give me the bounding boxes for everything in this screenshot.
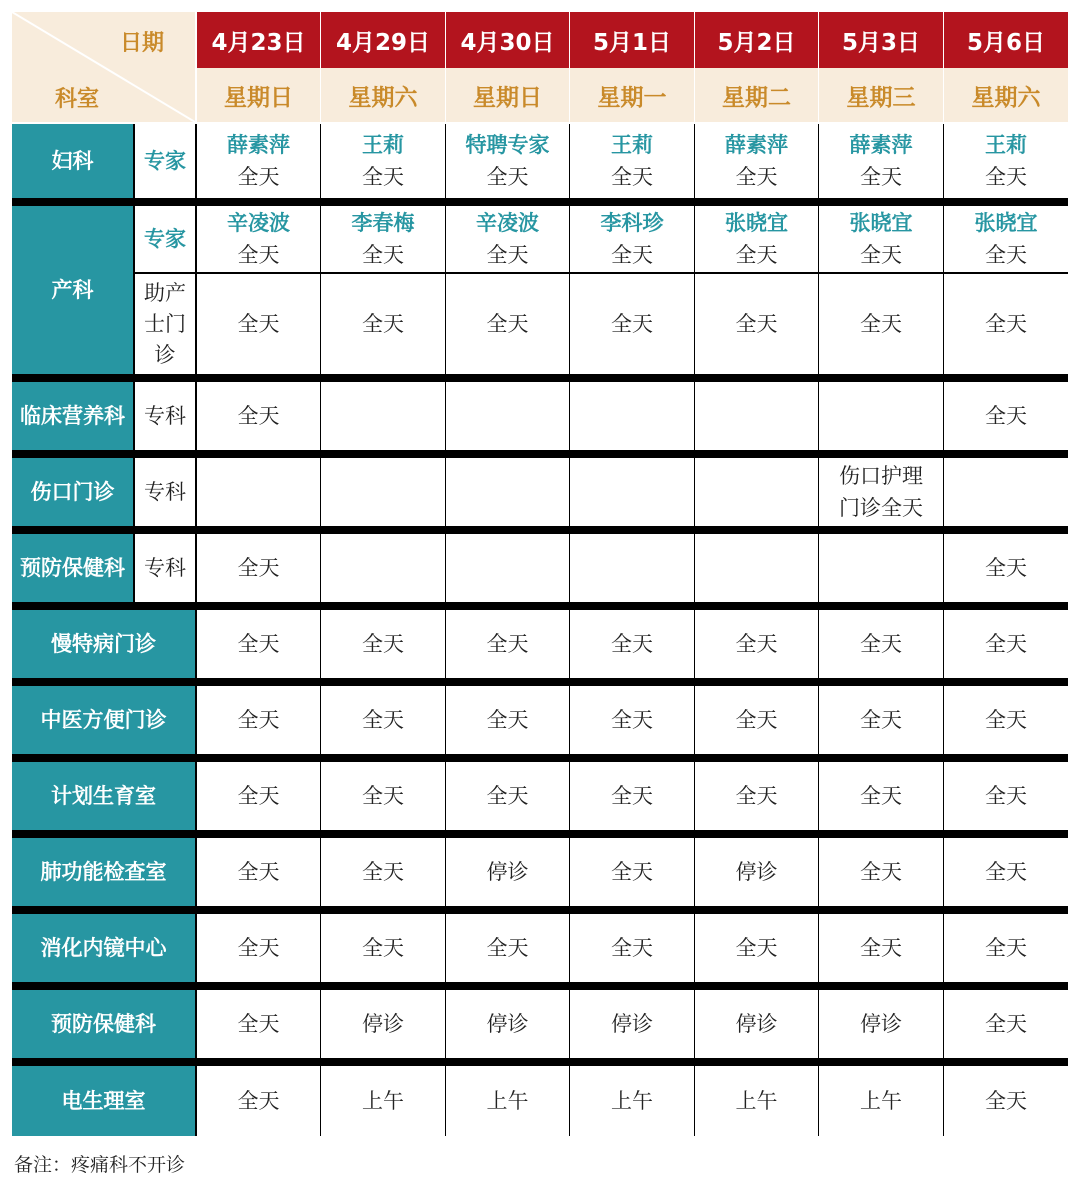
schedule-cell: 全天 xyxy=(695,610,818,678)
schedule-cell xyxy=(446,458,569,526)
header-date: 5月1日 xyxy=(570,12,694,68)
schedule-cell: 全天 xyxy=(695,914,818,982)
doctor-name: 张晓宜 xyxy=(849,211,913,235)
schedule-cell xyxy=(570,206,694,272)
cell-text: 全天 xyxy=(985,404,1027,428)
schedule-cell xyxy=(197,124,320,198)
schedule-cell xyxy=(446,124,569,198)
dept-label: 消化内镜中心 xyxy=(12,914,195,982)
corner-diagonal-line xyxy=(12,12,195,122)
cell-text: 伤口护理门诊全天 xyxy=(839,464,923,520)
dept-label: 伤口门诊 xyxy=(12,458,133,526)
doctor-name: 辛凌波 xyxy=(227,211,290,235)
schedule-cell: 全天 xyxy=(446,686,569,754)
header-date: 5月6日 xyxy=(944,12,1068,68)
schedule-cell: 上午 xyxy=(321,1066,445,1136)
cell-text: 全天 xyxy=(362,165,404,189)
schedule-cell xyxy=(321,534,445,602)
schedule-cell xyxy=(321,124,445,198)
schedule-cell: 全天 xyxy=(944,686,1068,754)
cell-text: 全天 xyxy=(735,165,778,189)
sub-type-label xyxy=(135,274,195,374)
cell-text: 全天 xyxy=(611,165,653,189)
schedule-cell: 停诊 xyxy=(446,990,569,1058)
schedule-cell: 全天 xyxy=(819,914,943,982)
schedule-cell: 全天 xyxy=(944,990,1068,1058)
dept-label: 妇科 xyxy=(12,124,133,198)
doctor-name: 辛凌波 xyxy=(476,211,539,235)
schedule-cell: 全天 xyxy=(446,274,569,374)
schedule-cell xyxy=(695,206,818,272)
schedule-cell xyxy=(819,458,943,526)
doctor-name: 李春梅 xyxy=(351,211,415,235)
dept-label: 预防保健科 xyxy=(12,534,133,602)
schedule-cell xyxy=(695,382,818,450)
sub-type-label: 专科 xyxy=(135,458,195,526)
schedule-cell xyxy=(819,206,943,272)
header-date: 5月2日 xyxy=(695,12,818,68)
schedule-cell xyxy=(570,458,694,526)
cell-text: 全天 xyxy=(486,165,529,189)
sub-type-label: 专家 xyxy=(135,206,195,272)
schedule-cell: 全天 xyxy=(446,610,569,678)
midwife-label: 助产士门诊 xyxy=(144,280,186,367)
schedule-header xyxy=(12,12,1068,122)
cell-text: 全天 xyxy=(362,243,404,267)
schedule-cell xyxy=(197,206,320,272)
schedule-cell xyxy=(321,206,445,272)
header-weekday: 星期二 xyxy=(695,68,818,122)
schedule-cell: 全天 xyxy=(819,838,943,906)
schedule-cell: 全天 xyxy=(944,762,1068,830)
dept-label: 电生理室 xyxy=(12,1066,195,1136)
dept-label: 临床营养科 xyxy=(12,382,133,450)
schedule-cell: 停诊 xyxy=(695,990,818,1058)
schedule-cell: 全天 xyxy=(695,762,818,830)
schedule-cell: 上午 xyxy=(570,1066,694,1136)
schedule-cell xyxy=(570,382,694,450)
cell-text: 全天 xyxy=(860,243,902,267)
header-weekday: 星期日 xyxy=(197,68,320,122)
doctor-name: 薛素萍 xyxy=(227,133,290,157)
cell-text: 全天 xyxy=(486,243,529,267)
dept-label: 预防保健科 xyxy=(12,990,195,1058)
schedule-table xyxy=(12,124,1068,1136)
cell-text: 全天 xyxy=(735,243,778,267)
schedule-cell: 全天 xyxy=(197,838,320,906)
header-weekday: 星期日 xyxy=(446,68,569,122)
schedule-cell: 全天 xyxy=(819,686,943,754)
cell-text: 全天 xyxy=(985,165,1027,189)
schedule-cell xyxy=(695,124,818,198)
dept-label: 产科 xyxy=(12,206,133,374)
doctor-name: 王莉 xyxy=(985,133,1027,157)
schedule-cell xyxy=(197,382,320,450)
doctor-name: 王莉 xyxy=(611,133,653,157)
schedule-cell xyxy=(197,458,320,526)
schedule-cell xyxy=(819,382,943,450)
schedule-cell: 全天 xyxy=(321,274,445,374)
schedule-cell xyxy=(446,534,569,602)
schedule-cell xyxy=(321,382,445,450)
schedule-cell xyxy=(695,458,818,526)
header-weekday: 星期一 xyxy=(570,68,694,122)
dept-label: 中医方便门诊 xyxy=(12,686,195,754)
doctor-name: 特聘专家 xyxy=(465,133,550,157)
schedule-cell: 全天 xyxy=(819,274,943,374)
doctor-name: 薛素萍 xyxy=(725,133,788,157)
schedule-cell: 全天 xyxy=(446,914,569,982)
schedule-cell: 停诊 xyxy=(321,990,445,1058)
schedule-cell: 全天 xyxy=(695,686,818,754)
sub-type-label: 专科 xyxy=(135,534,195,602)
doctor-name: 薛素萍 xyxy=(849,133,913,157)
schedule-cell: 停诊 xyxy=(819,990,943,1058)
schedule-cell xyxy=(570,124,694,198)
header-corner-cell xyxy=(12,12,195,122)
dept-label: 慢特病门诊 xyxy=(12,610,195,678)
schedule-cell xyxy=(446,206,569,272)
schedule-cell: 全天 xyxy=(197,990,320,1058)
header-date: 4月30日 xyxy=(446,12,569,68)
schedule-cell xyxy=(819,534,943,602)
schedule-cell xyxy=(446,382,569,450)
corner-dept-label: 科室 xyxy=(55,87,100,112)
schedule-cell: 全天 xyxy=(321,610,445,678)
schedule-cell xyxy=(944,534,1068,602)
schedule-cell: 上午 xyxy=(695,1066,818,1136)
schedule-cell: 全天 xyxy=(197,274,320,374)
cell-text: 全天 xyxy=(985,556,1027,580)
header-weekday: 星期六 xyxy=(944,68,1068,122)
dept-label: 计划生育室 xyxy=(12,762,195,830)
schedule-cell: 上午 xyxy=(819,1066,943,1136)
schedule-cell: 全天 xyxy=(944,838,1068,906)
header-weekday: 星期六 xyxy=(321,68,445,122)
schedule-cell: 全天 xyxy=(819,610,943,678)
schedule-cell: 停诊 xyxy=(446,838,569,906)
schedule-cell: 上午 xyxy=(446,1066,569,1136)
schedule-cell: 全天 xyxy=(197,762,320,830)
schedule-cell: 全天 xyxy=(944,610,1068,678)
schedule-cell: 全天 xyxy=(197,914,320,982)
cell-text: 全天 xyxy=(237,404,280,428)
schedule-cell: 全天 xyxy=(570,686,694,754)
schedule-cell: 全天 xyxy=(819,762,943,830)
schedule-cell: 停诊 xyxy=(695,838,818,906)
schedule-cell: 全天 xyxy=(570,610,694,678)
schedule-cell xyxy=(944,124,1068,198)
schedule-cell xyxy=(321,458,445,526)
doctor-name: 李科珍 xyxy=(600,211,664,235)
footnote: 备注：疼痛科不开诊 xyxy=(14,1154,186,1176)
corner-date-label: 日期 xyxy=(120,31,165,56)
cell-text: 全天 xyxy=(860,165,902,189)
schedule-cell: 全天 xyxy=(321,914,445,982)
header-date: 4月23日 xyxy=(197,12,320,68)
header-date: 4月29日 xyxy=(321,12,445,68)
schedule-cell: 全天 xyxy=(446,762,569,830)
schedule-cell: 全天 xyxy=(197,1066,320,1136)
doctor-name: 张晓宜 xyxy=(974,211,1038,235)
schedule-cell: 全天 xyxy=(944,274,1068,374)
dept-label: 肺功能检查室 xyxy=(12,838,195,906)
doctor-name: 王莉 xyxy=(362,133,404,157)
cell-text: 全天 xyxy=(237,165,280,189)
schedule-cell: 全天 xyxy=(695,274,818,374)
sub-type-label: 专家 xyxy=(135,124,195,198)
schedule-cell: 全天 xyxy=(321,838,445,906)
schedule-cell: 全天 xyxy=(321,686,445,754)
schedule-cell: 全天 xyxy=(944,1066,1068,1136)
cell-text: 全天 xyxy=(237,556,280,580)
schedule-cell xyxy=(944,206,1068,272)
schedule-cell xyxy=(944,382,1068,450)
schedule-cell: 全天 xyxy=(197,610,320,678)
cell-text: 全天 xyxy=(237,243,280,267)
cell-text: 全天 xyxy=(985,243,1027,267)
schedule-cell xyxy=(944,458,1068,526)
schedule-cell: 全天 xyxy=(197,686,320,754)
schedule-cell: 全天 xyxy=(570,838,694,906)
sub-type-label: 专科 xyxy=(135,382,195,450)
schedule-cell: 全天 xyxy=(944,914,1068,982)
schedule-cell: 全天 xyxy=(570,914,694,982)
schedule-cell: 停诊 xyxy=(570,990,694,1058)
cell-text: 全天 xyxy=(611,243,653,267)
schedule-cell: 全天 xyxy=(321,762,445,830)
header-weekday: 星期三 xyxy=(819,68,943,122)
schedule-cell: 全天 xyxy=(570,762,694,830)
schedule-cell xyxy=(695,534,818,602)
header-date: 5月3日 xyxy=(819,12,943,68)
schedule-cell xyxy=(570,534,694,602)
doctor-name: 张晓宜 xyxy=(725,211,788,235)
schedule-cell xyxy=(819,124,943,198)
schedule-cell: 全天 xyxy=(570,274,694,374)
schedule-cell xyxy=(197,534,320,602)
